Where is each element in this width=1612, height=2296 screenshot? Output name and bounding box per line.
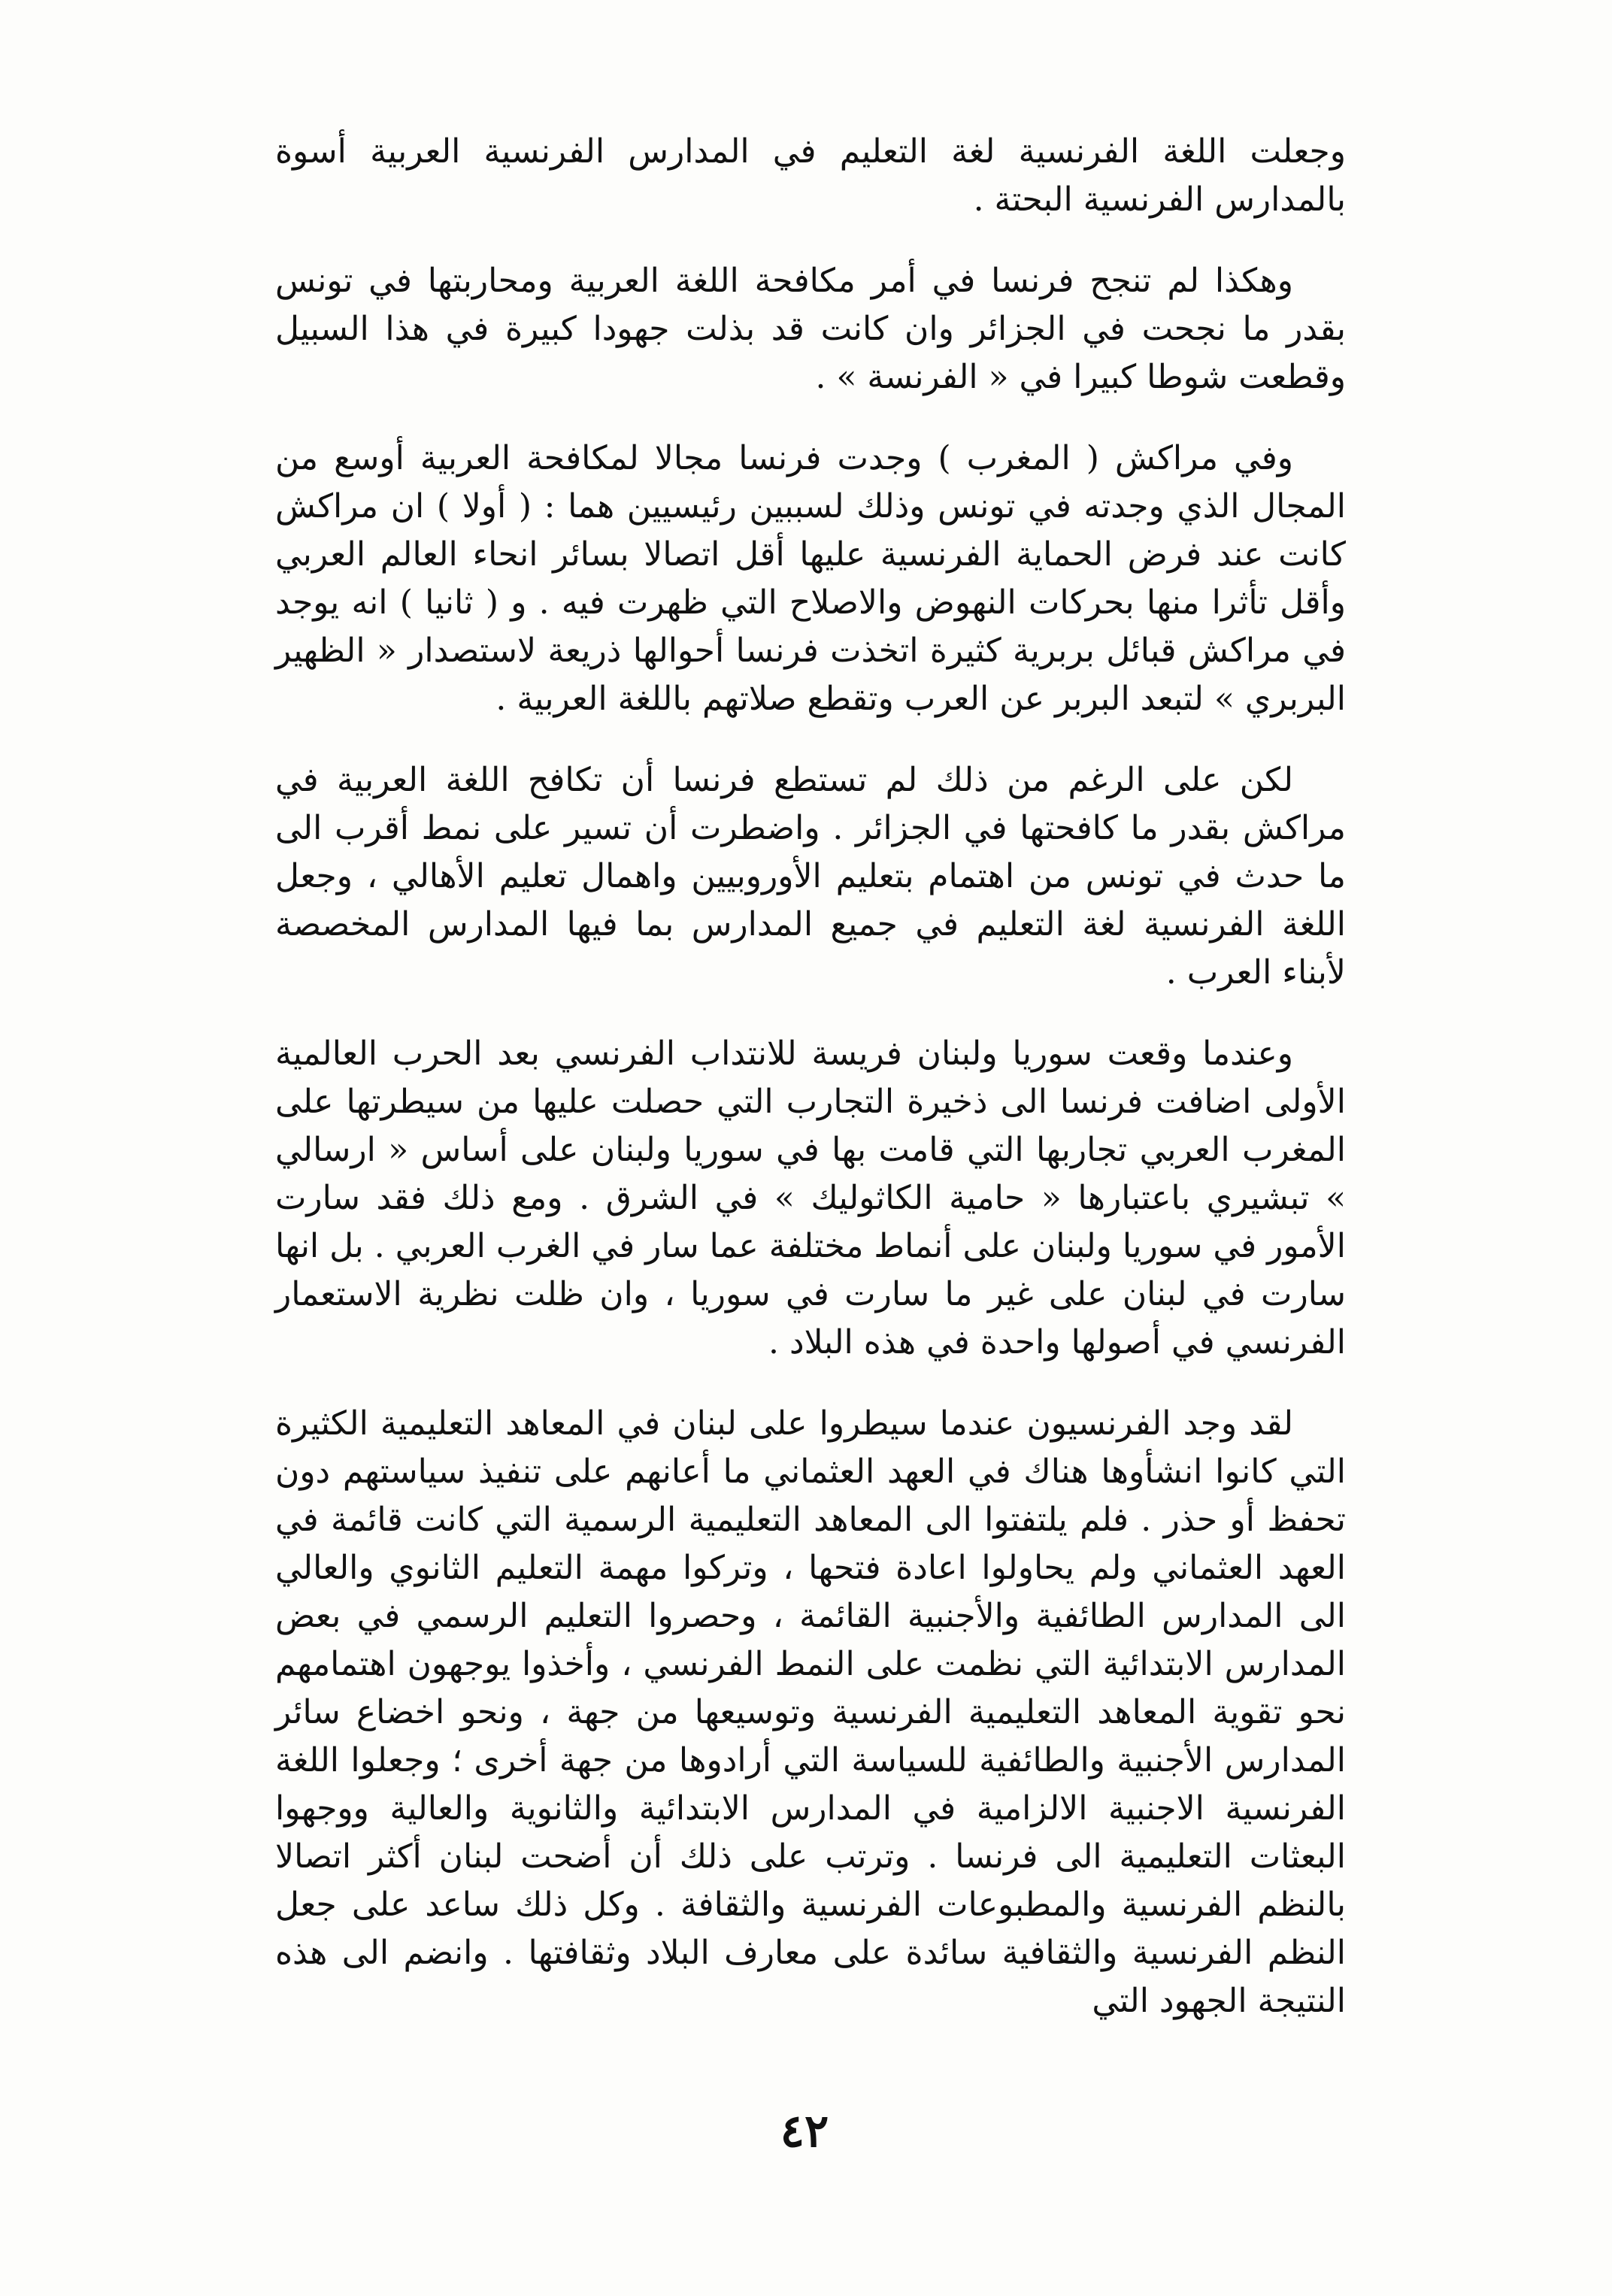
paragraph-5: وعندما وقعت سوريا ولبنان فريسة للانتداب الفرنسي بعد الحرب العالمية الأولى اضافت فرنسا الى ذخيرة التجارب التي حصلت عليها من سيطرتها على المغرب العربي تجاربها التي قامت بها في سوريا ولبنان على أساس « ارسالي » تبشيري باعتبارها « حامية الكاثوليك » في الشرق . ومع ذلك فقد سارت الأمور في سوريا ولبنان على أنماط مختلفة عما سار في الغرب العربي . بل انها سارت في لبنان على غير ما سارت في سوريا ، وان ظلت نظرية الاستعمار الفرنسي في أصولها واحدة في هذه البلاد . [275, 1034, 1346, 1362]
page-number: ٤٢ [780, 2105, 829, 2158]
paragraph-2: وهكذا لم تنجح فرنسا في أمر مكافحة اللغة العربية ومحاربتها في تونس بقدر ما نجحت في الجزائر وان كانت قد بذلت جهودا كبيرة في هذا السبيل وقطعت شوطا كبيرا في « الفرنسة » . [275, 262, 1346, 396]
paragraph-1: وجعلت اللغة الفرنسية لغة التعليم في المدارس الفرنسية العربية أسوة بالمدارس الفرنسية البحتة . [275, 132, 1346, 219]
paragraph-3: وفي مراكش ( المغرب ) وجدت فرنسا مجالا لمكافحة العربية أوسع من المجال الذي وجدته في تونس وذلك لسببين رئيسيين هما : ( أولا ) ان مراكش كانت عند فرض الحماية الفرنسية عليها أقل اتصالا بسائر انحاء العالم العربي وأقل تأثرا منها بحركات النهوض والاصلاح التي ظهرت فيه . و ( ثانيا ) انه يوجد في مراكش قبائل بربرية كثيرة اتخذت فرنسا أحوالها ذريعة لاستصدار « الظهير البربري » لتبعد البربر عن العرب وتقطع صلاتهم باللغة العربية . [275, 439, 1346, 718]
body-text [275, 128, 1346, 2058]
paragraph-4: لكن على الرغم من ذلك لم تستطع فرنسا أن تكافح اللغة العربية في مراكش بقدر ما كافحتها في الجزائر . واضطرت أن تسير على نمط أقرب الى ما حدث في تونس من اهتمام بتعليم الأوروبيين واهمال تعليم الأهالي ، وجعل اللغة الفرنسية لغة التعليم في جميع المدارس بما فيها المدارس المخصصة لأبناء العرب . [275, 761, 1346, 992]
paragraph-6: لقد وجد الفرنسيون عندما سيطروا على لبنان في المعاهد التعليمية الكثيرة التي كانوا انشأوها هناك في العهد العثماني ما أعانهم على تنفيذ سياستهم دون تحفظ أو حذر . فلم يلتفتوا الى المعاهد التعليمية الرسمية التي كانت قائمة في العهد العثماني ولم يحاولوا اعادة فتحها ، وتركوا مهمة التعليم الثانوي والعالي الى المدارس الطائفية والأجنبية القائمة ، وحصروا التعليم الرسمي في بعض المدارس الابتدائية التي نظمت على النمط الفرنسي ، وأخذوا يوجهون اهتمامهم نحو تقوية المعاهد التعليمية الفرنسية وتوسيعها من جهة ، ونحو اخضاع سائر المدارس الأجنبية والطائفية للسياسة التي أرادوها من جهة أخرى ؛ وجعلوا اللغة الفرنسية الاجنبية الالزامية في المدارس الابتدائية والثانوية والعالية ووجهوا البعثات التعليمية الى فرنسا . وترتب على ذلك أن أضحت لبنان أكثر اتصالا بالنظم الفرنسية والمطبوعات الفرنسية والثقافة . وكل ذلك ساعد على جعل النظم الفرنسية والثقافية سائدة على معارف البلاد وثقافتها . وانضم الى هذه النتيجة الجهود التي [275, 1404, 1346, 2020]
